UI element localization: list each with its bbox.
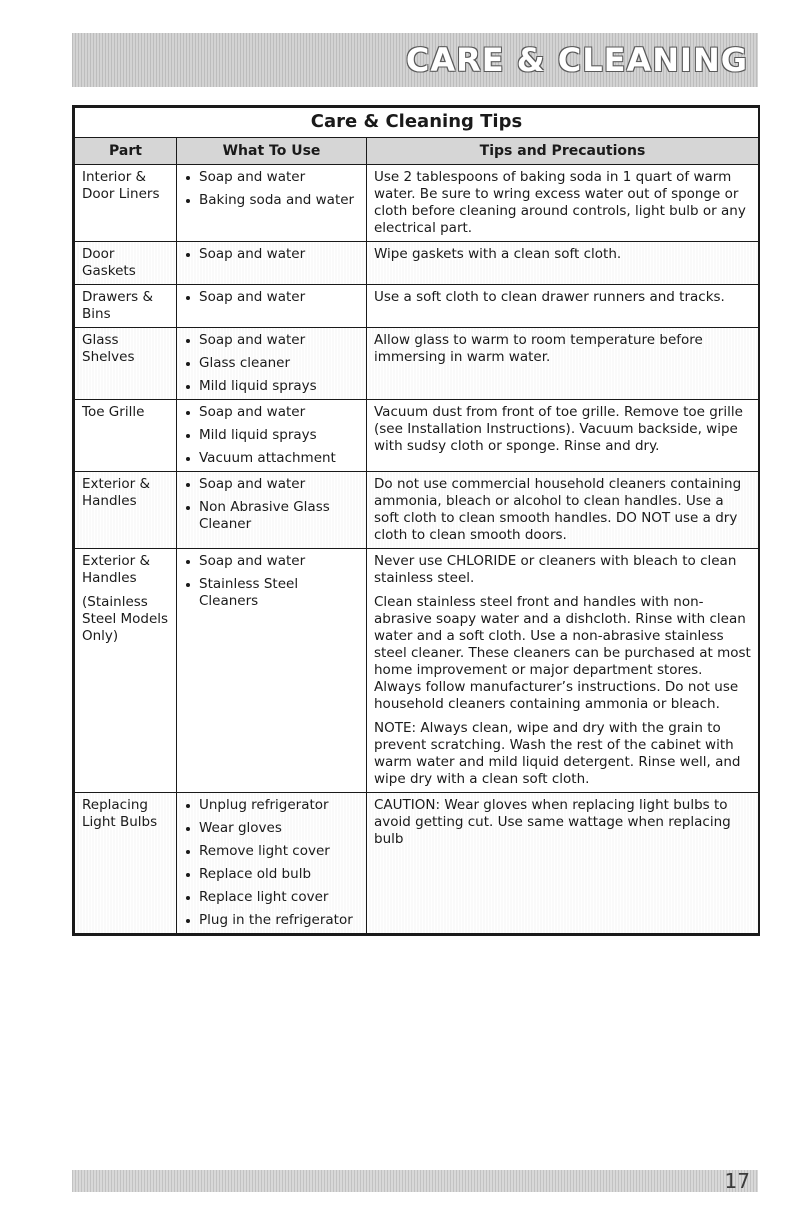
column-header-tips: Tips and Precautions [367, 138, 759, 165]
tips-table [74, 107, 759, 934]
table-row [75, 793, 759, 934]
what-to-use-list [184, 169, 360, 209]
list-item: Non Abrasive Glass Cleaner [184, 499, 360, 533]
table-row [75, 242, 759, 285]
what-to-use-cell [177, 400, 367, 472]
part-text: Drawers & Bins [82, 289, 153, 322]
table-body [75, 165, 759, 934]
what-to-use-list [184, 246, 360, 263]
footer-bar [72, 1170, 758, 1192]
tips-cell [367, 242, 759, 285]
part-cell [75, 549, 177, 793]
list-item: Soap and water [184, 169, 360, 186]
part-cell [75, 328, 177, 400]
what-to-use-list [184, 289, 360, 306]
table-row [75, 328, 759, 400]
tips-cell [367, 549, 759, 793]
tip-paragraph: Use a soft cloth to clean drawer runners and tracks. [374, 289, 725, 305]
part-cell [75, 285, 177, 328]
list-item: Soap and water [184, 476, 360, 493]
tip-paragraph: Vacuum dust from front of toe grille. Remove toe grille (see Installation Instructions). Vacuum backside, wipe with sudsy cloth or sponge. Rinse and dry. [374, 404, 743, 454]
tip-paragraph: Allow glass to warm to room temperature before immersing in warm water. [374, 332, 703, 365]
tips-cell [367, 793, 759, 934]
part-cell [75, 165, 177, 242]
list-item: Replace old bulb [184, 866, 360, 883]
tip-paragraph: NOTE: Always clean, wipe and dry with the grain to prevent scratching. Wash the rest of the cabinet with warm water and mild liquid detergent. Rinse well, and wipe dry with a clean soft cloth. [374, 720, 741, 787]
what-to-use-list [184, 797, 360, 929]
care-cleaning-table [72, 105, 760, 936]
tip-paragraph: Do not use commercial household cleaners containing ammonia, bleach or alcohol to clean handles. Use a soft cloth to clean smooth handles. DO NOT use a dry cloth to clean smooth doors. [374, 476, 742, 543]
column-header-part: Part [75, 138, 177, 165]
list-item: Remove light cover [184, 843, 360, 860]
tips-cell [367, 400, 759, 472]
part-text: Door Gaskets [82, 246, 136, 279]
list-item: Plug in the refrigerator [184, 912, 360, 929]
list-item: Mild liquid sprays [184, 427, 360, 444]
list-item: Soap and water [184, 246, 360, 263]
part-text: (Stainless Steel Models Only) [82, 594, 169, 644]
what-to-use-cell [177, 285, 367, 328]
list-item: Unplug refrigerator [184, 797, 360, 814]
part-cell [75, 472, 177, 549]
what-to-use-list [184, 332, 360, 395]
section-title: CARE & CLEANING [405, 41, 748, 79]
tips-cell [367, 472, 759, 549]
part-text: Glass Shelves [82, 332, 135, 365]
list-item: Soap and water [184, 404, 360, 421]
part-text: Interior & Door Liners [82, 169, 160, 202]
part-text: Exterior & Handles [82, 476, 151, 509]
section-banner [72, 33, 758, 87]
what-to-use-cell [177, 165, 367, 242]
list-item: Glass cleaner [184, 355, 360, 372]
tips-cell [367, 165, 759, 242]
list-item: Wear gloves [184, 820, 360, 837]
table-row [75, 400, 759, 472]
list-item: Replace light cover [184, 889, 360, 906]
table-row [75, 549, 759, 793]
table-row [75, 472, 759, 549]
tips-cell [367, 285, 759, 328]
list-item: Baking soda and water [184, 192, 360, 209]
part-cell [75, 400, 177, 472]
what-to-use-list [184, 553, 360, 610]
what-to-use-list [184, 476, 360, 533]
table-caption: Care & Cleaning Tips [75, 108, 759, 138]
page-number: 17 [724, 1169, 750, 1193]
list-item: Soap and water [184, 332, 360, 349]
tip-paragraph: Clean stainless steel front and handles with non-abrasive soapy water and a dishcloth. Rinse with clean water and a soft cloth. Use a non-abrasive stainless steel cleaner. These cleaners can be purchased at most home improvement or major department stores. Always follow manufacturer’s instructions. Do not use household cleaners containing ammonia or bleach. [374, 594, 751, 712]
what-to-use-cell [177, 472, 367, 549]
what-to-use-list [184, 404, 360, 467]
list-item: Mild liquid sprays [184, 378, 360, 395]
table-row [75, 165, 759, 242]
what-to-use-cell [177, 549, 367, 793]
table-row [75, 285, 759, 328]
what-to-use-cell [177, 793, 367, 934]
list-item: Soap and water [184, 289, 360, 306]
part-text: Exterior & Handles [82, 553, 151, 586]
list-item: Soap and water [184, 553, 360, 570]
list-item: Stainless Steel Cleaners [184, 576, 360, 610]
part-text: Toe Grille [82, 404, 145, 420]
what-to-use-cell [177, 242, 367, 285]
tips-cell [367, 328, 759, 400]
tip-paragraph: Wipe gaskets with a clean soft cloth. [374, 246, 622, 262]
part-cell [75, 242, 177, 285]
tip-paragraph: Never use CHLORIDE or cleaners with bleach to clean stainless steel. [374, 553, 737, 586]
column-header-what-to-use: What To Use [177, 138, 367, 165]
tip-paragraph: Use 2 tablespoons of baking soda in 1 quart of warm water. Be sure to wring excess water out of sponge or cloth before cleaning around controls, light bulb or any electrical part. [374, 169, 746, 236]
tip-paragraph: CAUTION: Wear gloves when replacing light bulbs to avoid getting cut. Use same wattage when replacing bulb [374, 797, 731, 847]
what-to-use-cell [177, 328, 367, 400]
part-text: Replacing Light Bulbs [82, 797, 158, 830]
list-item: Vacuum attachment [184, 450, 360, 467]
part-cell [75, 793, 177, 934]
